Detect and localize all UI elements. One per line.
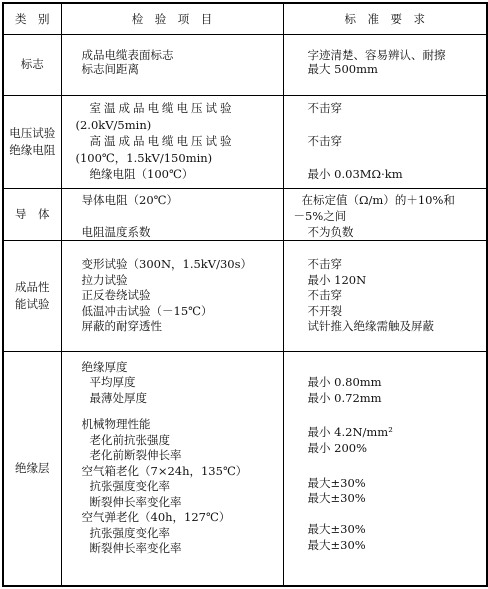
- items-cell: [61, 351, 283, 586]
- requirement-line: 最小 120N: [307, 272, 367, 287]
- requirement-line: 不击穿: [307, 288, 342, 303]
- requirement-line: 不开裂: [307, 303, 342, 318]
- header-items: 检 验 项 目: [61, 3, 283, 34]
- category-cell: [3, 241, 61, 352]
- table-row-marking: [3, 34, 487, 95]
- requirement-line: 不击穿: [307, 257, 342, 272]
- category-label: 成品性: [15, 279, 50, 294]
- category-cell: [3, 96, 61, 189]
- table-row-insulation: [3, 351, 487, 586]
- category-cell: [3, 34, 61, 95]
- requirement-line: [284, 117, 487, 134]
- table-row-voltage-test: [3, 96, 487, 189]
- requirement-line: 不击穿: [307, 101, 342, 116]
- item-line: 空气箱老化（7×24h，135℃）: [81, 463, 248, 478]
- item-line: [62, 208, 283, 224]
- item-line: 成品电缆表面标志: [81, 47, 174, 62]
- requirement-line: 最小 0.80mm: [307, 375, 382, 390]
- item-line: 空气弹老化（40h，127℃）: [81, 510, 231, 525]
- item-line: 室温成品电缆电压试验: [89, 101, 235, 116]
- item-line: 拉力试验: [81, 272, 128, 287]
- table-header-row: [3, 3, 487, 34]
- item-line: [62, 406, 283, 417]
- requirements-cell: [283, 241, 487, 352]
- item-line: 断裂伸长率变化率: [89, 494, 182, 509]
- requirement-line: [284, 150, 487, 167]
- item-line: 绝缘厚度: [81, 359, 128, 374]
- requirement-line: 最大±30%: [307, 522, 366, 537]
- requirement-line: [284, 406, 487, 417]
- item-line: 变形试验（300N，1.5kV/30s）: [81, 257, 252, 272]
- requirements-cell: [283, 188, 487, 240]
- requirements-cell: [283, 351, 487, 586]
- item-line: 抗张强度变化率: [89, 479, 170, 494]
- item-line: 低温冲击试验（－15℃）: [81, 303, 213, 318]
- requirement-line: 最小 200%: [307, 440, 368, 455]
- item-line: 断裂伸长率变化率: [89, 541, 182, 556]
- requirements-cell: [283, 96, 487, 189]
- requirement-line: 在标定值（Ω/m）的＋10%和: [301, 192, 455, 207]
- requirement-line: 最大 500mm: [307, 61, 378, 76]
- table-row-product-performance: [3, 241, 487, 352]
- item-line: 老化前抗张强度: [89, 432, 170, 447]
- requirement-line: 字迹清楚、容易辨认、耐擦: [307, 47, 446, 62]
- requirement-line: 不为负数: [307, 224, 354, 239]
- header-category: 类 别: [3, 3, 61, 34]
- requirement-line: 最小 0.72mm: [307, 390, 382, 405]
- requirement-line: [284, 456, 487, 472]
- category-label: 能试验: [15, 296, 50, 311]
- item-line: 导体电阻（20℃）: [81, 192, 178, 207]
- requirement-line: 最大±30%: [307, 537, 366, 552]
- requirement-line: [284, 507, 487, 523]
- item-line: 机械物理性能: [81, 417, 151, 432]
- inspection-standard-table: [2, 2, 488, 587]
- requirement-line: 不击穿: [307, 134, 342, 149]
- items-cell: [61, 188, 283, 240]
- requirement-line: 最小 4.2N/mm²: [307, 425, 393, 440]
- category-label: 绝缘层: [15, 460, 50, 475]
- requirement-line: 最大±30%: [307, 491, 366, 506]
- category-cell: [3, 351, 61, 586]
- item-line: 抗张强度变化率: [89, 525, 170, 540]
- category-label: 导 体: [15, 206, 50, 221]
- item-line: 标志间距离: [81, 61, 139, 76]
- item-line: 绝缘电阻（100℃）: [89, 167, 194, 182]
- item-line: 老化前断裂伸长率: [89, 448, 182, 463]
- item-line: 正反卷绕试验: [81, 288, 151, 303]
- requirement-line: －5%之间: [293, 208, 347, 223]
- item-line: 电阻温度系数: [81, 224, 151, 239]
- requirement-line: 试针推入绝缘需触及屏蔽: [307, 319, 434, 334]
- header-requirements: 标 准 要 求: [283, 3, 487, 34]
- requirement-line: [284, 360, 487, 376]
- requirement-line: 最小 0.03MΩ·km: [307, 167, 403, 182]
- items-cell: [61, 241, 283, 352]
- requirements-cell: [283, 34, 487, 95]
- item-line: (2.0kV/5min): [75, 117, 152, 132]
- category-label: 绝缘电阻: [9, 142, 56, 157]
- item-line: 平均厚度: [89, 375, 136, 390]
- category-label: 电压试验: [9, 125, 56, 140]
- table-row-conductor: [3, 188, 487, 240]
- item-line: 最薄处厚度: [89, 390, 147, 405]
- category-label: 标志: [20, 57, 44, 72]
- category-cell: [3, 188, 61, 240]
- requirement-line: 最大±30%: [307, 475, 366, 490]
- items-cell: [61, 34, 283, 95]
- items-cell: [61, 96, 283, 189]
- item-line: 高温成品电缆电压试验: [89, 134, 235, 149]
- item-line: 屏蔽的耐穿透性: [81, 319, 162, 334]
- item-line: (100℃，1.5kV/150min): [75, 150, 213, 165]
